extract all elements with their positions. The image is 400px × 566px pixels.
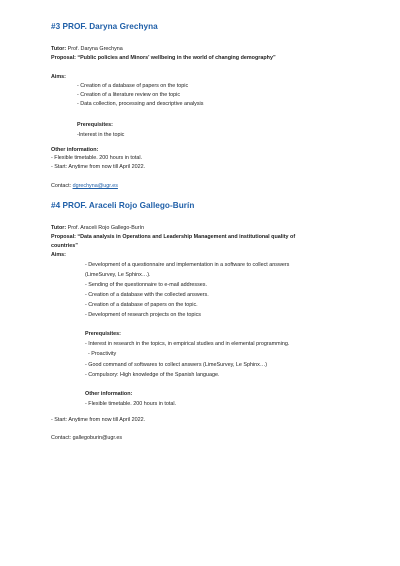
s4-proposal-line-1: “Data analysis in Operations and Leadership Management and institutional quality of [75,234,296,240]
s3-proposal-label: Proposal: [51,55,76,61]
s3-proposal-value: “Public policies and Minors’ wellbeing in the world of changing demography” [75,55,276,61]
s3-other-item: - Start: Anytime from now till April 2022. [51,164,146,170]
s4-aim-item: - Creation of a database of papers on the topic. [85,302,198,308]
s4-prereq-item: - Proactivity [85,351,117,357]
s4-contact: Contact: gallegoburin@ugr.es [51,435,123,441]
s3-tutor-label: Tutor: [51,46,67,52]
s3-contact-label: Contact: [51,183,73,189]
s3-aim-item: - Creation of a literature review on the topic [77,92,181,98]
s4-other-item: - Flexible timetable. 200 hours in total. [85,401,177,407]
s3-tutor-value: Prof. Daryna Grechyna [66,46,123,52]
s3-prereq-item: -Interest in the topic [77,132,125,138]
s3-aim-item: - Data collection, processing and descriptive analysis [77,101,204,107]
s4-other-label: Other information: [85,391,133,397]
s4-aim-item: - Sending of the questionnaire to e-mail addresses. [85,282,207,288]
s4-prereq-label: Prerequisites: [85,331,121,337]
s4-proposal [51,234,380,242]
s4-aim-item: - Development of a questionnaire and implementation in a software to collect answers [85,262,290,268]
section-3-heading: #3 PROF. Daryna Grechyna [51,22,158,31]
s3-prereq-label: Prerequisites: [77,122,113,128]
s3-other-label: Other information: [51,147,99,153]
s4-tutor-value: Prof. Araceli Rojo Gallego-Burín [66,225,145,231]
s3-contact-email-link[interactable]: dgrechyna@ugr.es [72,183,118,189]
s4-aims-label: Aims: [51,252,66,258]
s3-tutor [51,46,380,54]
s3-contact [51,183,380,191]
s3-other-item: - Flexible timetable. 200 hours in total. [51,155,143,161]
s3-proposal [51,55,380,63]
s3-aim-item: - Creation of a database of papers on the topic [77,83,189,89]
s4-aim-item: - Creation of a database with the collected answers. [85,292,209,298]
s4-prereq-item: - Good command of softwares to collect answers (LimeSurvey, Le Sphinx…) [85,362,268,368]
s4-prereq-item: - Compulsory: High knowledge of the Spanish language. [85,372,220,378]
section-4-heading: #4 PROF. Araceli Rojo Gallego-Burín [51,201,195,210]
s4-aim-item: (LimeSurvey, Le Sphinx…). [85,272,151,278]
s4-proposal-line-2: countries” [51,243,78,249]
s3-aims-label: Aims: [51,74,66,80]
s4-tutor-label: Tutor: [51,225,67,231]
s4-start: - Start: Anytime from now till April 2022. [51,417,146,423]
s4-prereq-item: - Interest in research in the topics, in empirical studies and in elemental programming. [85,341,290,347]
s4-aim-item: - Development of research projects on the topics [85,312,201,318]
s4-tutor [51,225,380,233]
s4-proposal-label: Proposal: [51,234,76,240]
